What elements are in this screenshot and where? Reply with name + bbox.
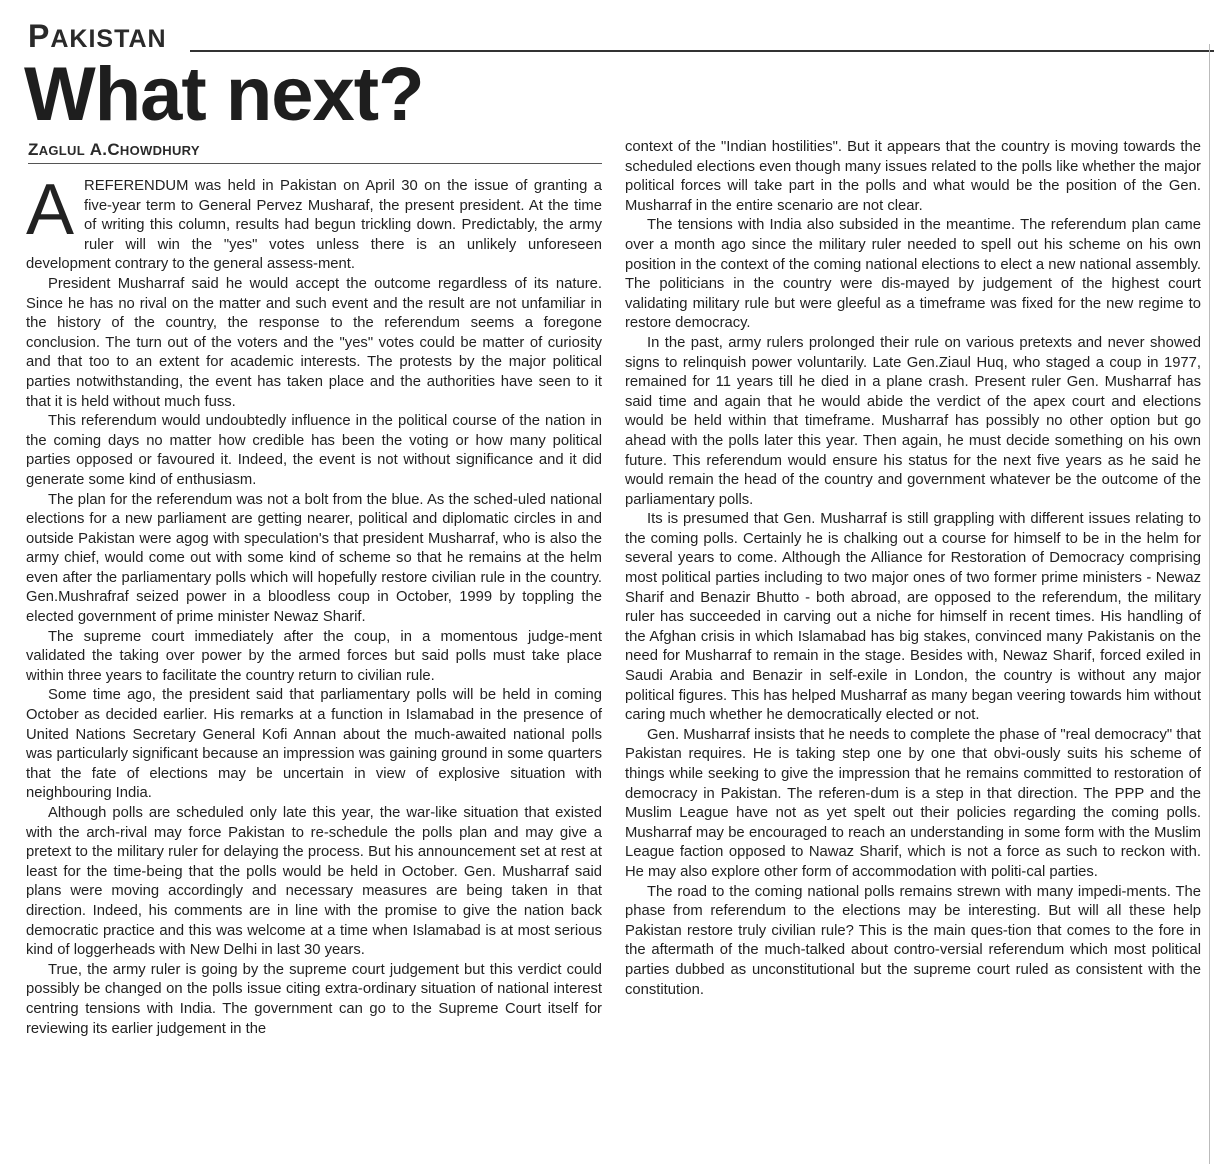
byline: ZAGLUL A.CHOWDHURY [28,140,200,159]
paragraph: The road to the coming national polls remains strewn with many impedi-ments. The phase from referendum to the elections may be interesting. But will all these help Pakistan restore truly civilian rule? This is the main ques-tion that comes to the fore in the aftermath of the much-talked about contro-versial referendum which most political parties dubbed as unconstitutional but the supreme court ruled as consistent with the constitution. [625,883,1201,998]
paragraph: Gen. Musharraf insists that he needs to complete the phase of "real democracy" that Pakistan requires. He is taking step one by one that obvi-ously suits his scheme of things while seeking to give the impression that he remains committed to restoration of democracy in Pakistan. The referen-dum is a step in that direction. The PPP and the Muslim League have not as yet spelt out their policies regarding the coming polls. Musharraf may be encouraged to reach an understanding in some form with the Muslim League faction opposed to Nawaz Sharif, which is not a force as such to reckon with. He may also explore other form of accommodation with politi-cal parties. [625,726,1201,880]
right-edge-line [1209,44,1210,1164]
paragraph: Although polls are scheduled only late this year, the war-like situation that existed with the arch-rival may force Pakistan to re-schedule the polls plan and may give a pretext to the military ruler for delaying the process. But his announcement set at rest at least for the time-being that the polls would be held in October. Gen. Musharraf said plans were moving accordingly and necessary measures are being taken in that direction. Indeed, his comments are in line with the promise to give the nation back democratic practice and this was welcome at a time when Islamabad is at most serious kind of loggerheads with New Delhi in last 30 years. [26,805,602,959]
headline: What next? [24,52,424,137]
paragraph: Its is presumed that Gen. Musharraf is still grappling with different issues relating to the coming polls. Certainly he is chalking out a course for himself to be in the helm for several years to come. Although the Alliance for Restoration of Democracy comprising most political parties including to two major ones of two former prime ministers - Newaz Sharif and Benazir Bhutto - both abroad, are opposed to the referendum, the military ruler has succeeded in carving out a niche for himself in recent times. His handling of the Afghan crisis in which Islamabad has big stakes, convinced many Pakistanis on the need for Musharraf to remain in the stage. Besides with, Newaz Sharif, forced exiled in Saudi Arabia and Benazir in self-exile in London, the country is without any major political figures. This has helped Musharraf as many began veering towards him without caring much whether he democratically elected or not. [625,511,1201,724]
paragraph: The plan for the referendum was not a bolt from the blue. As the sched-uled national elections for a new parliament are getting nearer, political and diplomatic circles in and outside Pakistan were agog with speculation's that president Musharraf, who is also the army chief, would come out with some kind of scheme so that he remains at the helm even after the parliamentary polls which will hopefully restore civilian rule in the country. Gen.Mushrafraf seized power in a bloodless coup in October, 1999 by toppling the elected government of prime minister Newaz Sharif. [26,491,602,626]
paragraph: The tensions with India also subsided in the meantime. The referendum plan came over a month ago since the military ruler needed to spell out his scheme on his own position in the context of the coming national elections to elect a new national assembly. The politicians in the country were dis-mayed by judgement of the highest court validating military rule but were gleeful as a timeframe was fixed for the new regime to restore democracy. [625,217,1201,332]
byline-rule [28,163,602,164]
paragraph: The supreme court immediately after the coup, in a momentous judge-ment validated the taking over power by the armed forces but said polls must take place within three years to facilitate the country return to civilian rule. [26,628,602,684]
paragraph: True, the army ruler is going by the supreme court judgement but this verdict could possibly be changed on the polls issue citing extra-ordinary situation of national interest centring tensions with India. The government can go to the Supreme Court itself for reviewing its earlier judgement in the [26,961,602,1037]
paragraph: In the past, army rulers prolonged their rule on various pretexts and never showed signs to relinquish power voluntarily. Late Gen.Ziaul Huq, who staged a coup in 1977, remained for 11 years till he died in a plane crash. Present ruler Gen. Musharraf has said time and again that he would abide the verdict of the apex court and elections would be held within that timeframe. Musharraf has possibly no other option but go ahead with the polls later this year. Then again, he must decide something on his own future. This referendum would ensure his status for the next five years as he said he would remain the head of the country and government whatever be the outcome of the parliamentary polls. [625,334,1201,508]
drop-cap: A [26,170,75,250]
article-column-2 [625,138,1201,1000]
paragraph: This referendum would undoubtedly influence in the political course of the nation in the coming days no matter how credible has been the voting or how many political parties opposed or favoured it. Indeed, the event is not without significance and it did generate some kind of enthusiasm. [26,413,602,488]
section-label: PAKISTAN [28,18,167,54]
paragraph: President Musharraf said he would accept the outcome regardless of its nature. Since he has no rival on the matter and such event and the result are not unfamiliar in the history of the country, the response to the referendum seems a foregone conclusion. The turn out of the voters and the "yes" votes could be matter of curiosity and that too to an extent for academic interests. The protests by the major political parties notwithstanding, the event has taken place and the authorities have seen to it that it is held without much fuss. [26,275,602,410]
paragraph: context of the "Indian hostilities". But it appears that the country is moving towards the scheduled elections even though many issues related to the polls like whether the major political forces will take part in the polls and what would be the position of the Gen. Musharraf in the entire scenario are not clear. [625,139,1201,214]
paragraph: Some time ago, the president said that parliamentary polls will be held in coming October as decided earlier. His remarks at a function in Islamabad in the presence of United Nations Secretary General Kofi Annan about the much-awaited national polls was particularly significant because an impression was gaining ground in some quarters that the fate of elections may be uncertain in view of explosive situation with neighbouring India. [26,687,602,802]
article-column-1 [26,170,602,1039]
paragraph: A REFERENDUM was held in Pakistan on April 30 on the issue of granting a five-year term to General Pervez Musharaf, the present president. At the time of writing this column, results had begun trickling down. Predictably, the army ruler will win the "yes" votes unless there is an unlikely unforeseen development contrary to the general assess-ment. [26,170,602,273]
